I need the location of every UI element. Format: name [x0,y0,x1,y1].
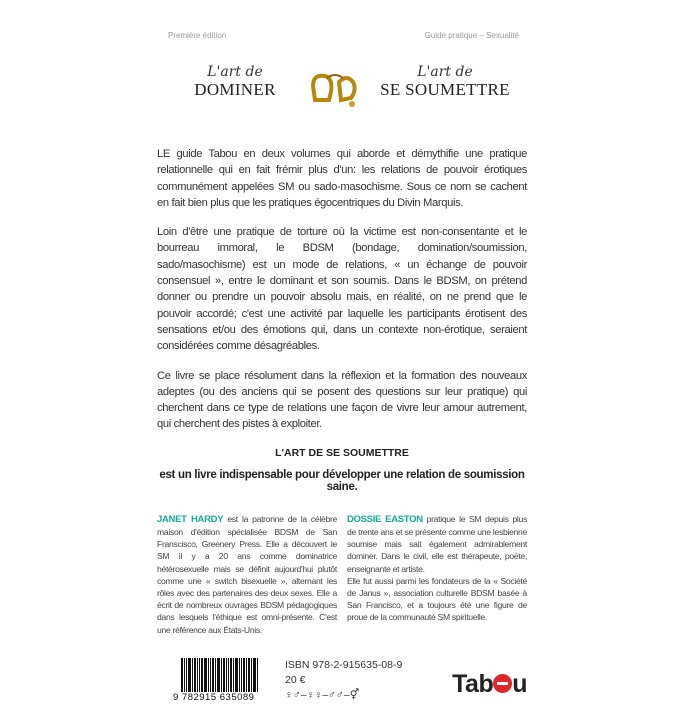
barcode-bar [228,658,229,692]
tabou-logo: Tab u [452,669,527,698]
barcode-bar [212,658,214,692]
isbn: ISBN 978-2-915635-08-9 [285,658,403,671]
barcode-bar [208,658,209,692]
title-se-soumettre: L'art de SE SOUMETTRE [380,64,510,99]
tagline-text: est un livre indispensable pour développer une relation de soumission saine. [159,468,525,493]
tagline-title: L'ART DE SE SOUMETTRE [275,446,409,459]
barcode-bar [192,658,193,692]
barcode-bar [184,658,185,692]
barcode-bar [197,658,198,692]
barcode-bar [194,658,196,692]
paragraph-1: LE guide Tabou en deux volumes qui aborde et démythifie une pratique relationnelle qui en fait frémir plus d'un: les relations de pouvoir érotiques communément appelées SM ou sado-masochisme. Sous ce nom se cachent en fait bien plus que les pratiques égocentriques du Divin Marquis. [157,148,527,209]
barcode-bar [251,658,252,692]
book-info [285,658,402,703]
bios [157,513,527,636]
barcode-bar [199,658,200,692]
edition-label: Première édition [168,31,227,40]
audience-symbols: ♀♂–♀♀–♂♂–⚥ [285,688,360,701]
footer [173,658,527,703]
bio-dossie-easton: DOSSIE EASTON pratique le SM depuis plus de trente ans et se présente comme une lesbienne soumise mais sait également admirablement dominer. Dans le civil, elle est thérapeute, poète, enseignante et artiste. Elle fut aussi parmi les fondateurs de la « Société de Janus », association culturelle BDSM basée à San Francisco, et a toujours été une figure de proue de la communauté SM spirituelle. [347,513,528,623]
barcode-bar [230,658,232,692]
barcode-bar [246,658,247,692]
barcode-bar [223,658,225,692]
barcode-bar [235,658,238,692]
barcode-bar [204,658,207,692]
barcode-bar [243,658,245,692]
barcode-bar [253,658,256,692]
author-name: DOSSIE EASTON [347,513,423,525]
barcode-bar [217,658,220,692]
title-dominer: L'art de DOMINER [194,64,276,99]
barcode-bar [241,658,242,692]
barcode-bar [188,658,191,692]
author-name: JANET HARDY [157,513,224,525]
category-label: Guide pratique – Sexualité [424,31,519,40]
barcode-bar [226,658,227,692]
bio-janet-hardy: JANET HARDY est la patronne de la célèbre maison d'édition spécialisée BDSM de San Franscisco, Greenery Press. Elle a découvert le SM il y a 20 ans comme dominatrice hétérosexuelle mais se définit aujourd'hui plutôt comme une « switch bisexuelle », alternant les rôles avec des partenaires des deux sexes. Elle a écrit de nombreux ouvrages BDSM pédagogiques dans lesquels l'éthique est omni-présente. C'est une référence aux États-Unis. [157,513,337,635]
paragraph-2: Loin d'être une pratique de torture où la victime est non-consentante et le bourreau immoral, le BDSM (bondage, domination/soumission, sado/masochisme) est un mode de relations, « un échange de pouvoir consensuel », entre le dominant et son soumis. Dans le BDSM, on prétend donner ou prendre un pouvoir absolu mais, en réalité, on ne prend que le pouvoir accordé; c'est une activité par laquelle les participants érotisent des sensations et/ou des émotions qui, dans un contexte non-érotique, seraient considérées comme désagréables. [157,226,527,353]
barcode-bar [257,658,258,692]
paragraph-3: Ce livre se place résolument dans la réflexion et la formation des nouveaux adeptes (ou des anciens qui se posent des questions sur leur pratique) qui cherchent dans ce type de relations une façon de vivre leur amour autrement, qui cherchent des pistes à exploiter. [157,369,527,431]
barcode-bar [215,658,216,692]
barcode-bar [239,658,240,692]
barcode-bar [181,658,183,692]
barcode-bars [181,658,273,692]
barcode-bar [248,658,250,692]
barcode-bar [186,658,187,692]
content-flow [157,0,527,723]
barcode-bar [201,658,203,692]
barcode-bar [221,658,222,692]
barcode-bar [210,658,211,692]
barcode-bar [233,658,234,692]
price: 20 € [285,673,306,686]
barcode: 9 782915 635089 [173,658,273,703]
